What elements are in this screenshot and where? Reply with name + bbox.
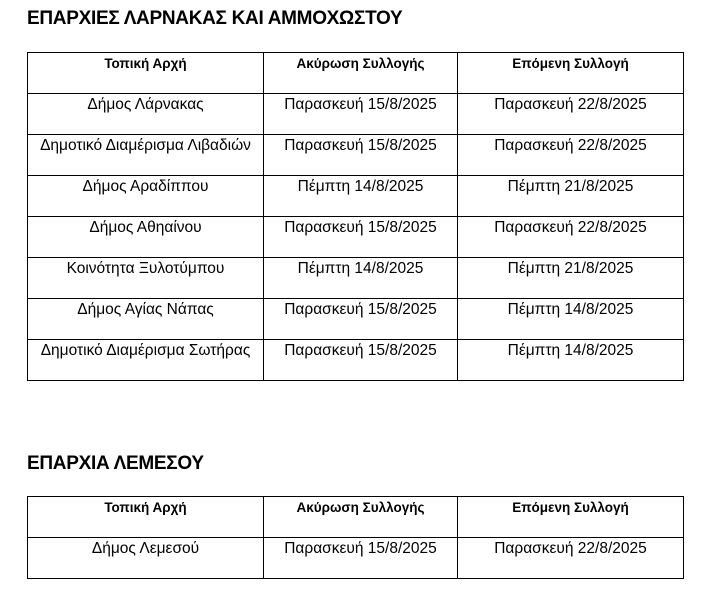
cell-local-authority: Δήμος Αγίας Νάπας	[28, 299, 264, 340]
cell-next-collection: Πέμπτη 14/8/2025	[458, 340, 684, 381]
section-title: ΕΠΑΡΧΙΕΣ ΛΑΡΝΑΚΑΣ ΚΑΙ ΑΜΜΟΧΩΣΤΟΥ	[27, 8, 403, 29]
cell-next-collection: Παρασκευή 22/8/2025	[458, 135, 684, 176]
table-row	[28, 340, 684, 381]
section-limassol	[27, 453, 684, 579]
cell-local-authority: Δήμος Λάρνακας	[28, 94, 264, 135]
table-row	[28, 538, 684, 579]
cell-local-authority: Δημοτικό Διαμέρισμα Λιβαδιών	[28, 135, 264, 176]
cell-cancelled-collection: Παρασκευή 15/8/2025	[264, 217, 458, 258]
table-row	[28, 258, 684, 299]
cell-local-authority: Δήμος Αθηαίνου	[28, 217, 264, 258]
cell-cancelled-collection: Παρασκευή 15/8/2025	[264, 94, 458, 135]
table-row	[28, 135, 684, 176]
cell-cancelled-collection: Παρασκευή 15/8/2025	[264, 135, 458, 176]
cell-cancelled-collection: Πέμπτη 14/8/2025	[264, 176, 458, 217]
column-header-next-collection: Επόμενη Συλλογή	[458, 497, 684, 538]
collection-table	[27, 52, 684, 381]
column-header-next-collection: Επόμενη Συλλογή	[458, 53, 684, 94]
cell-local-authority: Δήμος Αραδίππου	[28, 176, 264, 217]
cell-next-collection: Παρασκευή 22/8/2025	[458, 538, 684, 579]
section-larnaca-famagusta	[27, 8, 684, 381]
cell-next-collection: Πέμπτη 21/8/2025	[458, 176, 684, 217]
table-row	[28, 176, 684, 217]
collection-table	[27, 496, 684, 579]
cell-cancelled-collection: Παρασκευή 15/8/2025	[264, 299, 458, 340]
cell-cancelled-collection: Πέμπτη 14/8/2025	[264, 258, 458, 299]
cell-next-collection: Πέμπτη 14/8/2025	[458, 299, 684, 340]
cell-local-authority: Δήμος Λεμεσού	[28, 538, 264, 579]
table-header-row	[28, 53, 684, 94]
column-header-cancelled-collection: Ακύρωση Συλλογής	[264, 497, 458, 538]
table-row	[28, 217, 684, 258]
cell-next-collection: Παρασκευή 22/8/2025	[458, 94, 684, 135]
table-row	[28, 94, 684, 135]
table-header-row	[28, 497, 684, 538]
cell-next-collection: Παρασκευή 22/8/2025	[458, 217, 684, 258]
column-header-local-authority: Τοπική Αρχή	[28, 53, 264, 94]
cell-cancelled-collection: Παρασκευή 15/8/2025	[264, 538, 458, 579]
table-row	[28, 299, 684, 340]
cell-cancelled-collection: Παρασκευή 15/8/2025	[264, 340, 458, 381]
cell-local-authority: Δημοτικό Διαμέρισμα Σωτήρας	[28, 340, 264, 381]
cell-next-collection: Πέμπτη 21/8/2025	[458, 258, 684, 299]
column-header-local-authority: Τοπική Αρχή	[28, 497, 264, 538]
column-header-cancelled-collection: Ακύρωση Συλλογής	[264, 53, 458, 94]
section-title: ΕΠΑΡΧΙΑ ΛΕΜΕΣΟΥ	[27, 453, 204, 474]
cell-local-authority: Κοινότητα Ξυλοτύμπου	[28, 258, 264, 299]
